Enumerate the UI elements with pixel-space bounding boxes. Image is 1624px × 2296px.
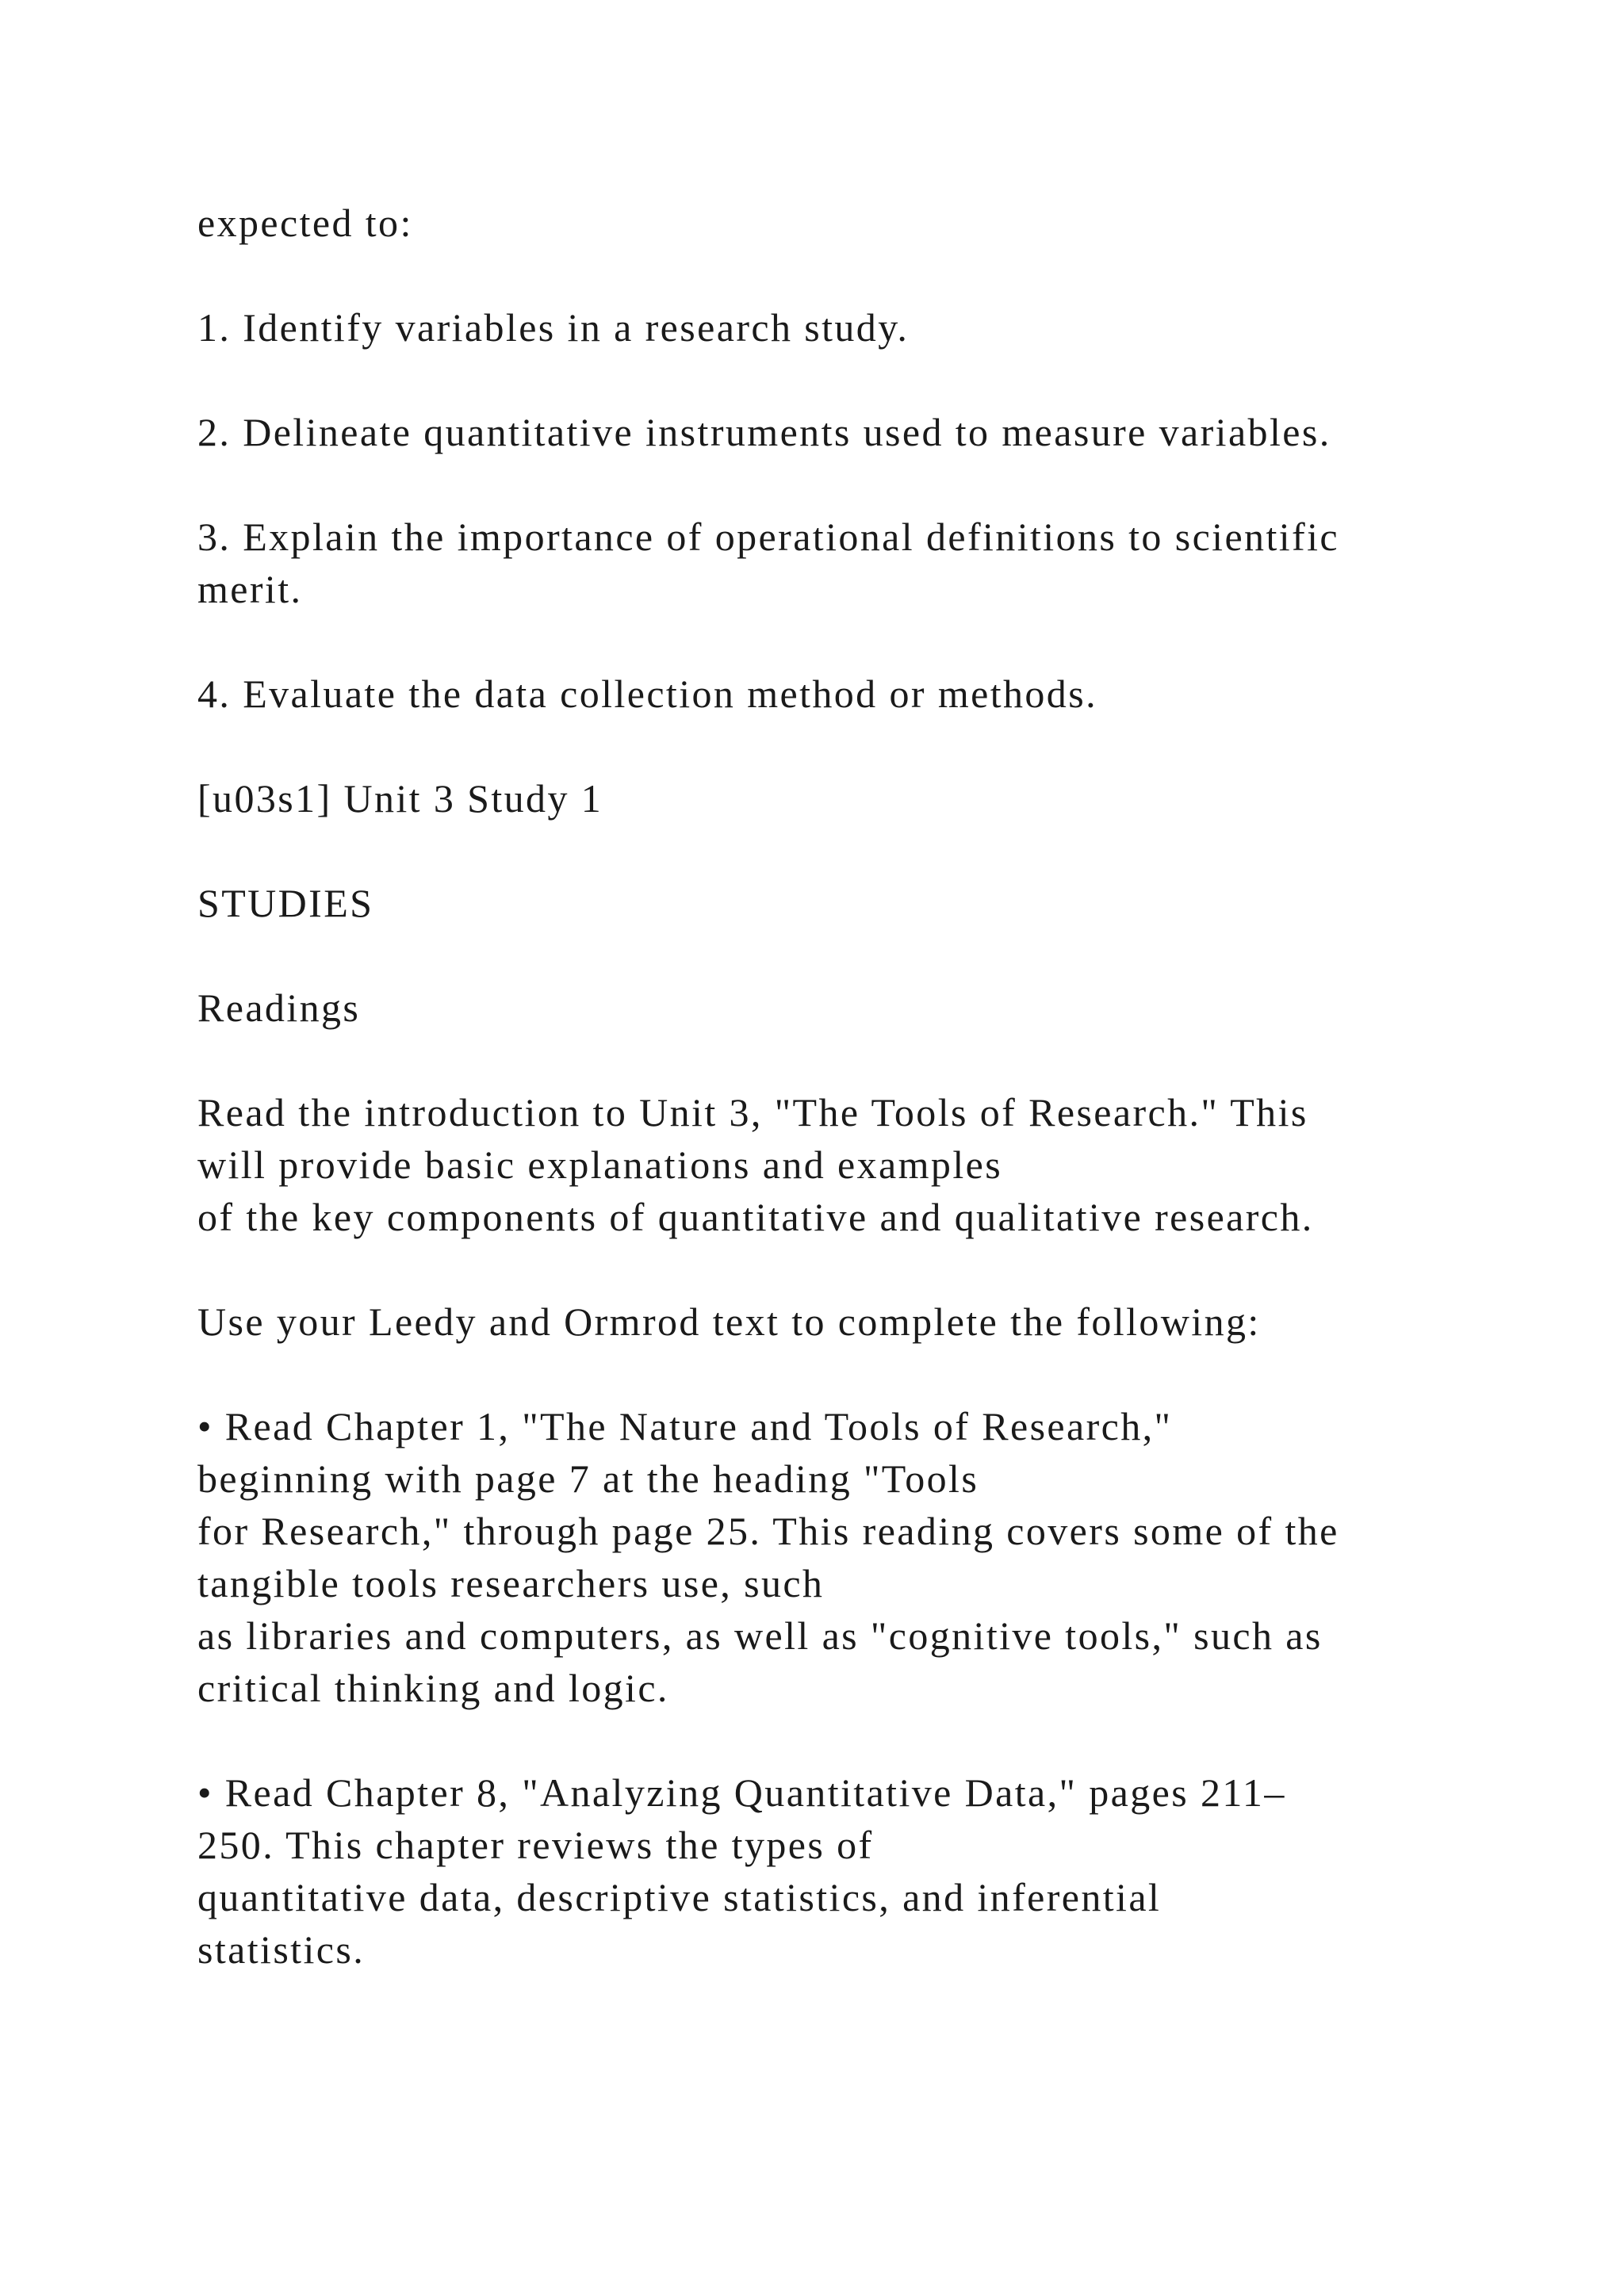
section-heading-readings	[197, 982, 1498, 1034]
bullet-chapter-8	[197, 1766, 1498, 1976]
paragraph-unit-intro	[197, 1086, 1498, 1243]
text-line: • Read Chapter 8, "Analyzing Quantitative Data," pages 211–	[197, 1770, 1286, 1815]
objective-1	[197, 301, 1498, 354]
text-line: for Research," through page 25. This reading covers some of the	[197, 1509, 1339, 1553]
text-line: statistics.	[197, 1927, 366, 1972]
text-line: will provide basic explanations and examples	[197, 1142, 1003, 1187]
text-line: beginning with page 7 at the heading "Tools	[197, 1456, 979, 1501]
bullet-chapter-1	[197, 1400, 1498, 1714]
paragraph-intro	[197, 197, 1498, 249]
text-line: merit.	[197, 567, 303, 611]
text-line: [u03s1] Unit 3 Study 1	[197, 776, 603, 821]
text-line: Readings	[197, 985, 361, 1030]
objective-3	[197, 511, 1498, 615]
text-line: Read the introduction to Unit 3, "The Tools of Research." This	[197, 1090, 1308, 1135]
paragraph-leedy-ormrod	[197, 1295, 1498, 1348]
objective-2	[197, 406, 1498, 458]
text-line: Use your Leedy and Ormrod text to complete the following:	[197, 1299, 1261, 1344]
objective-4	[197, 668, 1498, 720]
text-line: critical thinking and logic.	[197, 1666, 669, 1710]
text-line: tangible tools researchers use, such	[197, 1561, 825, 1605]
document-body	[197, 197, 1498, 2028]
text-line: 3. Explain the importance of operational definitions to scientific	[197, 515, 1339, 559]
text-line: expected to:	[197, 201, 413, 245]
text-line: 2. Delineate quantitative instruments used to measure variables.	[197, 410, 1331, 454]
text-line: of the key components of quantitative and qualitative research.	[197, 1195, 1314, 1239]
text-line: 4. Evaluate the data collection method or methods.	[197, 672, 1097, 716]
study-heading	[197, 772, 1498, 825]
text-line: • Read Chapter 1, "The Nature and Tools of Research,"	[197, 1404, 1173, 1448]
text-line: 1. Identify variables in a research study.	[197, 305, 910, 350]
text-line: as libraries and computers, as well as "cognitive tools," such as	[197, 1613, 1323, 1658]
text-line: STUDIES	[197, 881, 374, 925]
section-heading-studies	[197, 877, 1498, 929]
text-line: quantitative data, descriptive statistics, and inferential	[197, 1875, 1162, 1919]
text-line: 250. This chapter reviews the types of	[197, 1823, 874, 1867]
